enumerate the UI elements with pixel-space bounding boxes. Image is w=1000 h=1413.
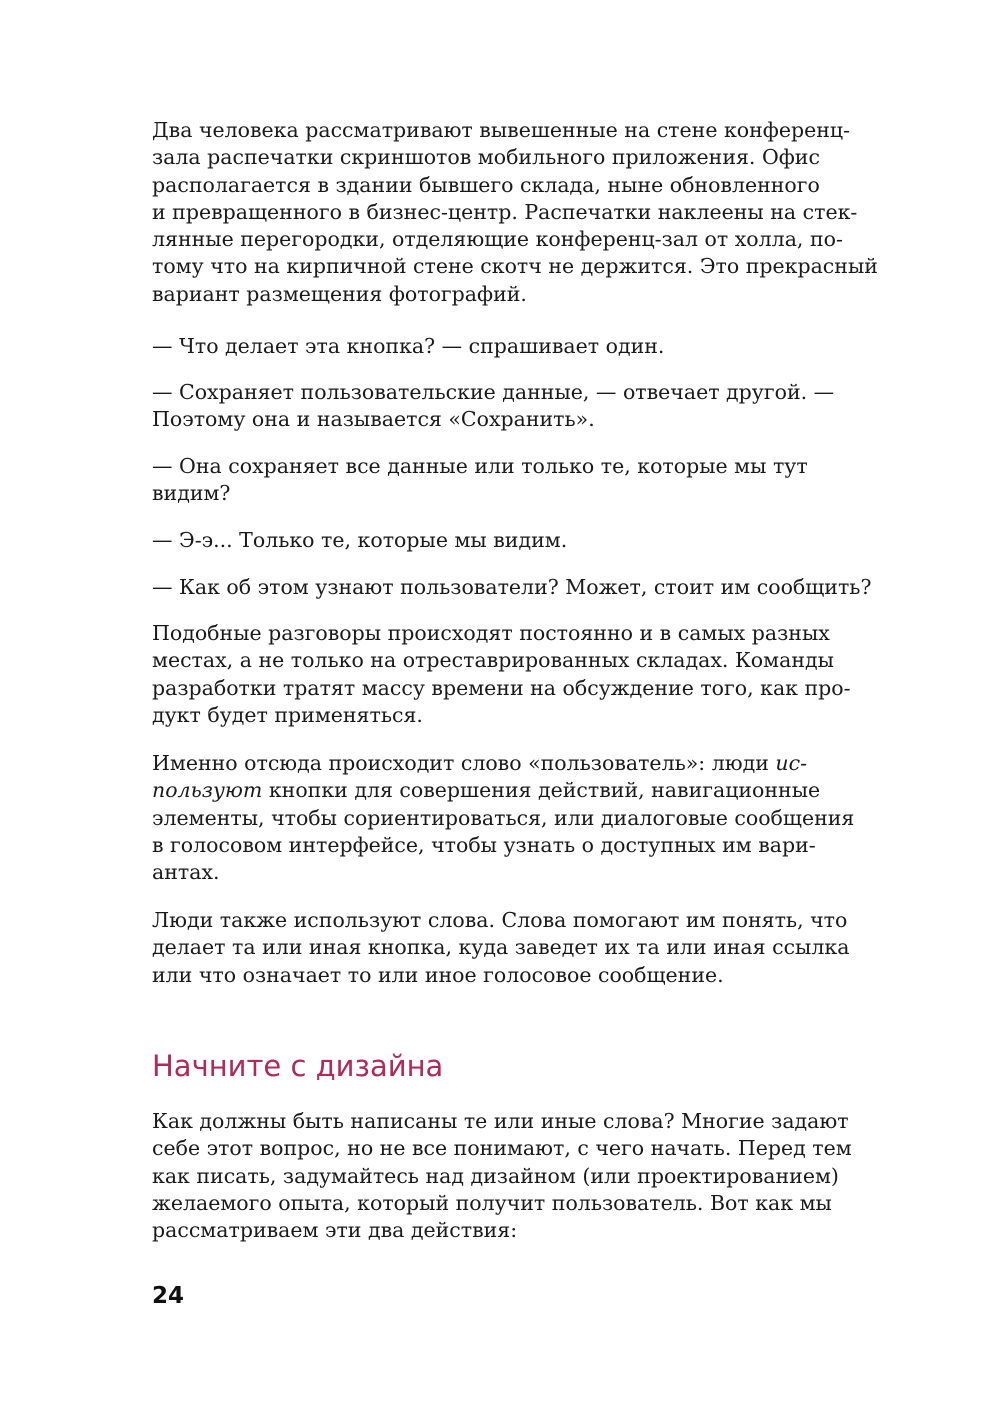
- text-line: Люди также используют слова. Слова помогают им понять, что: [152, 908, 848, 932]
- text-line: — Как об этом узнают пользователи? Может, стоит им сообщить?: [152, 575, 872, 599]
- paragraph-design: [152, 1108, 880, 1244]
- text-line: — Сохраняет пользовательские данные, — отвечает другой. —: [152, 380, 835, 404]
- text-line: — Э-э... Только те, которые мы видим.: [152, 528, 568, 552]
- paragraph-words: [152, 907, 880, 989]
- text-line: себе этот вопрос, но не все понимают, с чего начать. Перед тем: [152, 1136, 852, 1161]
- paragraph-dialogue-5: [152, 574, 880, 601]
- paragraph-dialogue-4: [152, 527, 880, 554]
- text-line: дукт будет применяться.: [152, 702, 423, 727]
- page-number: 24: [152, 1283, 185, 1309]
- paragraph-dialogue-2: [152, 379, 880, 434]
- text-line: тому что на кирпичной стене скотч не держится. Это прекрасный: [152, 254, 878, 279]
- text-line: [152, 750, 880, 777]
- paragraph-dialogue-3: [152, 453, 880, 508]
- text-line: Два человека рассматривают вывешенные на стене конференц-: [152, 118, 850, 142]
- paragraph-conversations: [152, 620, 880, 729]
- text-line: [152, 777, 880, 804]
- paragraph-dialogue-1: [152, 333, 880, 360]
- text-line: элементы, чтобы сориентироваться, или диалоговые сообщения: [152, 805, 855, 830]
- text-line: лянные перегородки, отделяющие конференц-зал от холла, по-: [152, 227, 843, 252]
- text-line: — Она сохраняет все данные или только те, которые мы тут: [152, 454, 808, 478]
- text-line: как писать, задумайтесь над дизайном (или проектированием): [152, 1163, 839, 1188]
- text-line: или что означает то или иное голосовое сообщение.: [152, 962, 724, 987]
- text-span: кнопки для совершения действий, навигационные: [262, 778, 821, 803]
- text-line: видим?: [152, 481, 231, 506]
- text-line: желаемого опыта, который получит пользователь. Вот как мы: [152, 1190, 832, 1215]
- text-line: рассматриваем эти два действия:: [152, 1218, 518, 1243]
- text-line: местах, а не только на отреставрированных складах. Команды: [152, 648, 834, 673]
- text-line: Подобные разговоры происходят постоянно и в самых разных: [152, 621, 830, 645]
- emphasis-text: ис-: [775, 751, 808, 775]
- text-line: вариант размещения фотографий.: [152, 281, 527, 306]
- paragraph-word-origin: [152, 750, 880, 886]
- paragraph-intro: [152, 117, 880, 308]
- text-line: Поэтому она и называется «Сохранить».: [152, 407, 595, 432]
- text-line: располагается в здании бывшего склада, ныне обновленного: [152, 172, 820, 197]
- text-span: Именно отсюда происходит слово «пользователь»: люди: [152, 751, 776, 775]
- text-line: Как должны быть написаны те или иные слова? Многие задают: [152, 1109, 849, 1133]
- text-line: разработки тратят массу времени на обсуждение того, как про-: [152, 675, 851, 700]
- text-line: в голосовом интерфейсе, чтобы узнать о доступных им вари-: [152, 832, 816, 857]
- text-line: делает та или иная кнопка, куда заведет их та или иная ссылка: [152, 935, 850, 960]
- text-line: антах.: [152, 860, 220, 885]
- section-heading: Начните с дизайна: [152, 1049, 444, 1083]
- text-line: зала распечатки скриншотов мобильного приложения. Офис: [152, 145, 820, 170]
- emphasis-text: пользуют: [152, 778, 263, 803]
- text-line: и превращенного в бизнес-центр. Распечатки наклеены на стек-: [152, 199, 858, 224]
- text-line: — Что делает эта кнопка? — спрашивает один.: [152, 334, 665, 358]
